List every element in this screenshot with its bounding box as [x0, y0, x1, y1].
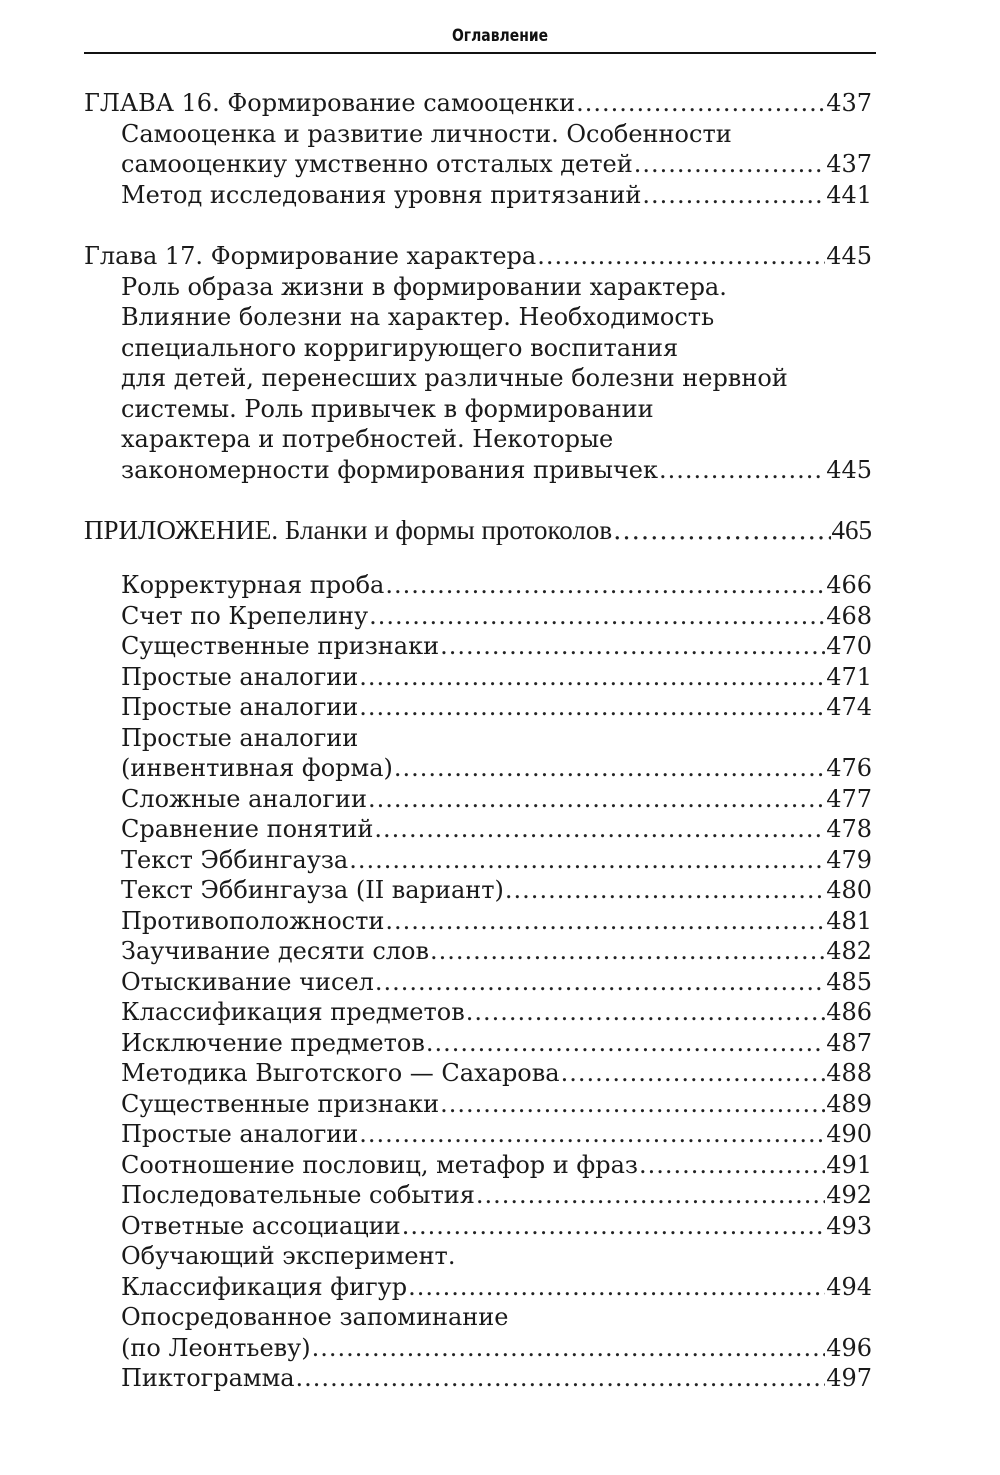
page-number: 470 — [826, 632, 872, 660]
toc-line[interactable] — [84, 1363, 872, 1394]
toc-line — [84, 333, 872, 364]
dot-leader — [440, 1089, 825, 1120]
toc-line[interactable] — [84, 88, 872, 119]
toc-line[interactable] — [84, 1211, 872, 1242]
toc-line[interactable] — [84, 149, 872, 180]
section-title: Обучающий эксперимент. — [121, 1242, 456, 1270]
section-title: Ответные ассоциации — [121, 1211, 401, 1240]
toc-line[interactable] — [84, 692, 872, 723]
page-number: 465 — [831, 515, 872, 545]
toc-line — [84, 723, 872, 754]
section-title: (по Леонтьеву) — [121, 1333, 311, 1362]
dot-leader — [385, 570, 825, 601]
page-number: 477 — [826, 784, 872, 813]
section-title: Отыскивание чисел — [121, 967, 374, 996]
page-number: 441 — [826, 180, 872, 209]
toc-line — [84, 302, 872, 333]
toc-line — [84, 1302, 872, 1333]
section-title: Роль образа жизни в формировании характера. — [121, 272, 727, 301]
page-number: 487 — [826, 1028, 872, 1057]
toc-line[interactable] — [84, 570, 872, 601]
toc-line — [84, 1241, 872, 1272]
section-title: Классификация предметов — [121, 998, 465, 1026]
page-number: 437 — [826, 89, 872, 117]
chapter-title: ГЛАВА 16. Формирование самооценки — [84, 89, 576, 117]
dot-leader — [430, 936, 825, 967]
page-number: 485 — [826, 967, 872, 996]
toc-line[interactable] — [84, 1058, 872, 1089]
toc-line — [84, 394, 872, 425]
section-title: специального корригирующего воспитания — [121, 333, 679, 362]
page-number: 437 — [826, 150, 872, 178]
page-number: 488 — [826, 1059, 872, 1087]
toc-line[interactable] — [84, 601, 872, 632]
dot-leader — [426, 1028, 825, 1059]
header-rule — [84, 52, 876, 54]
page-number: 497 — [826, 1364, 872, 1392]
toc-line[interactable] — [84, 845, 872, 876]
dot-leader — [408, 1272, 825, 1303]
section-title: Сравнение понятий — [121, 815, 374, 843]
toc-line[interactable] — [84, 662, 872, 693]
page-number: 466 — [826, 571, 872, 599]
toc-line[interactable] — [84, 1333, 872, 1364]
section-title: Текст Эббингауза — [121, 845, 349, 874]
dot-leader — [440, 631, 825, 662]
page-number: 479 — [826, 845, 872, 874]
dot-leader — [385, 906, 825, 937]
section-title: Влияние болезни на характер. Необходимость — [121, 303, 715, 331]
dot-leader — [634, 149, 825, 180]
page-number: 480 — [826, 876, 872, 904]
toc-line[interactable] — [84, 512, 872, 548]
toc-line[interactable] — [84, 967, 872, 998]
toc-line[interactable] — [84, 1150, 872, 1181]
dot-leader — [505, 875, 825, 906]
toc-line[interactable] — [84, 455, 872, 486]
toc-line[interactable] — [84, 997, 872, 1028]
toc-line[interactable] — [84, 1180, 872, 1211]
page-number: 496 — [826, 1333, 872, 1362]
dot-leader — [394, 753, 825, 784]
section-title: самооценкиу умственно отсталых детей — [121, 150, 633, 178]
running-head: Оглавление — [451, 26, 549, 46]
section-title: Исключение предметов — [121, 1028, 425, 1057]
dot-leader — [374, 814, 825, 845]
appendix-title: ПРИЛОЖЕНИЕ. Бланки и формы протоколов — [84, 515, 613, 545]
section-title: Методика Выготского — Сахарова — [121, 1059, 560, 1087]
page-number: 494 — [826, 1272, 872, 1301]
section-title: Самооценка и развитие личности. Особенности — [121, 119, 732, 148]
toc-line — [84, 363, 872, 394]
toc-line — [84, 119, 872, 150]
section-title: Классификация фигур — [121, 1272, 408, 1301]
dot-leader — [359, 662, 825, 693]
toc-line[interactable] — [84, 784, 872, 815]
toc-chapter-17 — [84, 241, 872, 485]
page-number: 445 — [826, 455, 872, 484]
section-title: характера и потребностей. Некоторые — [121, 425, 614, 453]
dot-leader — [642, 180, 825, 211]
section-title: Счет по Крепелину — [121, 601, 369, 630]
appendix-items — [84, 570, 872, 1394]
section-title: Последовательные события — [121, 1181, 475, 1209]
dot-leader — [639, 1150, 825, 1181]
dot-leader — [349, 845, 825, 876]
section-title: Существенные признаки — [121, 632, 440, 660]
toc-line[interactable] — [84, 814, 872, 845]
page-number: 491 — [826, 1150, 872, 1179]
section-title: системы. Роль привычек в формировании — [121, 394, 654, 423]
table-of-contents — [84, 88, 872, 1394]
page-number: 489 — [826, 1089, 872, 1118]
dot-leader — [375, 967, 825, 998]
dot-leader — [537, 241, 825, 272]
dot-leader — [613, 513, 830, 549]
dot-leader — [296, 1363, 826, 1394]
page-number: 492 — [826, 1181, 872, 1209]
toc-line — [84, 424, 872, 455]
page-number: 481 — [826, 906, 872, 935]
toc-appendix — [84, 512, 872, 548]
section-title: Существенные признаки — [121, 1089, 440, 1118]
section-title: (инвентивная форма) — [121, 754, 393, 782]
dot-leader — [466, 997, 825, 1028]
page-number: 474 — [826, 693, 872, 721]
page-number: 478 — [826, 815, 872, 843]
page-number: 486 — [826, 998, 872, 1026]
toc-line[interactable] — [84, 906, 872, 937]
dot-leader — [576, 88, 825, 119]
section-title: Корректурная проба — [121, 571, 385, 599]
toc-line[interactable] — [84, 180, 872, 211]
dot-leader — [368, 784, 825, 815]
toc-line[interactable] — [84, 241, 872, 272]
section-title: Простые аналогии — [121, 662, 359, 691]
section-title: Заучивание десяти слов — [121, 937, 430, 965]
section-title: Метод исследования уровня притязаний — [121, 180, 642, 209]
dot-leader — [659, 455, 825, 486]
section-title: Сложные аналогии — [121, 784, 367, 813]
dot-leader — [561, 1058, 826, 1089]
dot-leader — [369, 601, 825, 632]
toc-line[interactable] — [84, 753, 872, 784]
page-number: 493 — [826, 1211, 872, 1240]
section-title: Простые аналогии — [121, 723, 359, 752]
page-number: 468 — [826, 601, 872, 630]
dot-leader — [476, 1180, 825, 1211]
section-title: Опосредованное запоминание — [121, 1303, 509, 1331]
page-number: 445 — [826, 242, 872, 270]
section-title: для детей, перенесших различные болезни нервной — [121, 364, 788, 392]
toc-line[interactable] — [84, 875, 872, 906]
toc-chapter-16 — [84, 88, 872, 210]
section-title: закономерности формирования привычек — [121, 455, 659, 484]
section-title: Пиктограмма — [121, 1364, 295, 1392]
page-number: 471 — [826, 662, 872, 691]
section-title: Простые аналогии — [121, 1120, 359, 1148]
page-number: 482 — [826, 937, 872, 965]
page-number: 476 — [826, 754, 872, 782]
toc-line — [84, 272, 872, 303]
page-number: 490 — [826, 1120, 872, 1148]
toc-line[interactable] — [84, 631, 872, 662]
section-title: Противоположности — [121, 906, 385, 935]
chapter-title: Глава 17. Формирование характера — [84, 242, 537, 270]
toc-line[interactable] — [84, 1089, 872, 1120]
toc-line[interactable] — [84, 1272, 872, 1303]
toc-line[interactable] — [84, 1119, 872, 1150]
section-title: Простые аналогии — [121, 693, 359, 721]
dot-leader — [402, 1211, 826, 1242]
toc-line[interactable] — [84, 936, 872, 967]
dot-leader — [312, 1333, 826, 1364]
toc-line[interactable] — [84, 1028, 872, 1059]
section-title: Текст Эббингауза (II вариант) — [121, 876, 504, 904]
dot-leader — [359, 692, 825, 723]
section-title: Соотношение пословиц, метафор и фраз — [121, 1150, 638, 1179]
dot-leader — [359, 1119, 825, 1150]
